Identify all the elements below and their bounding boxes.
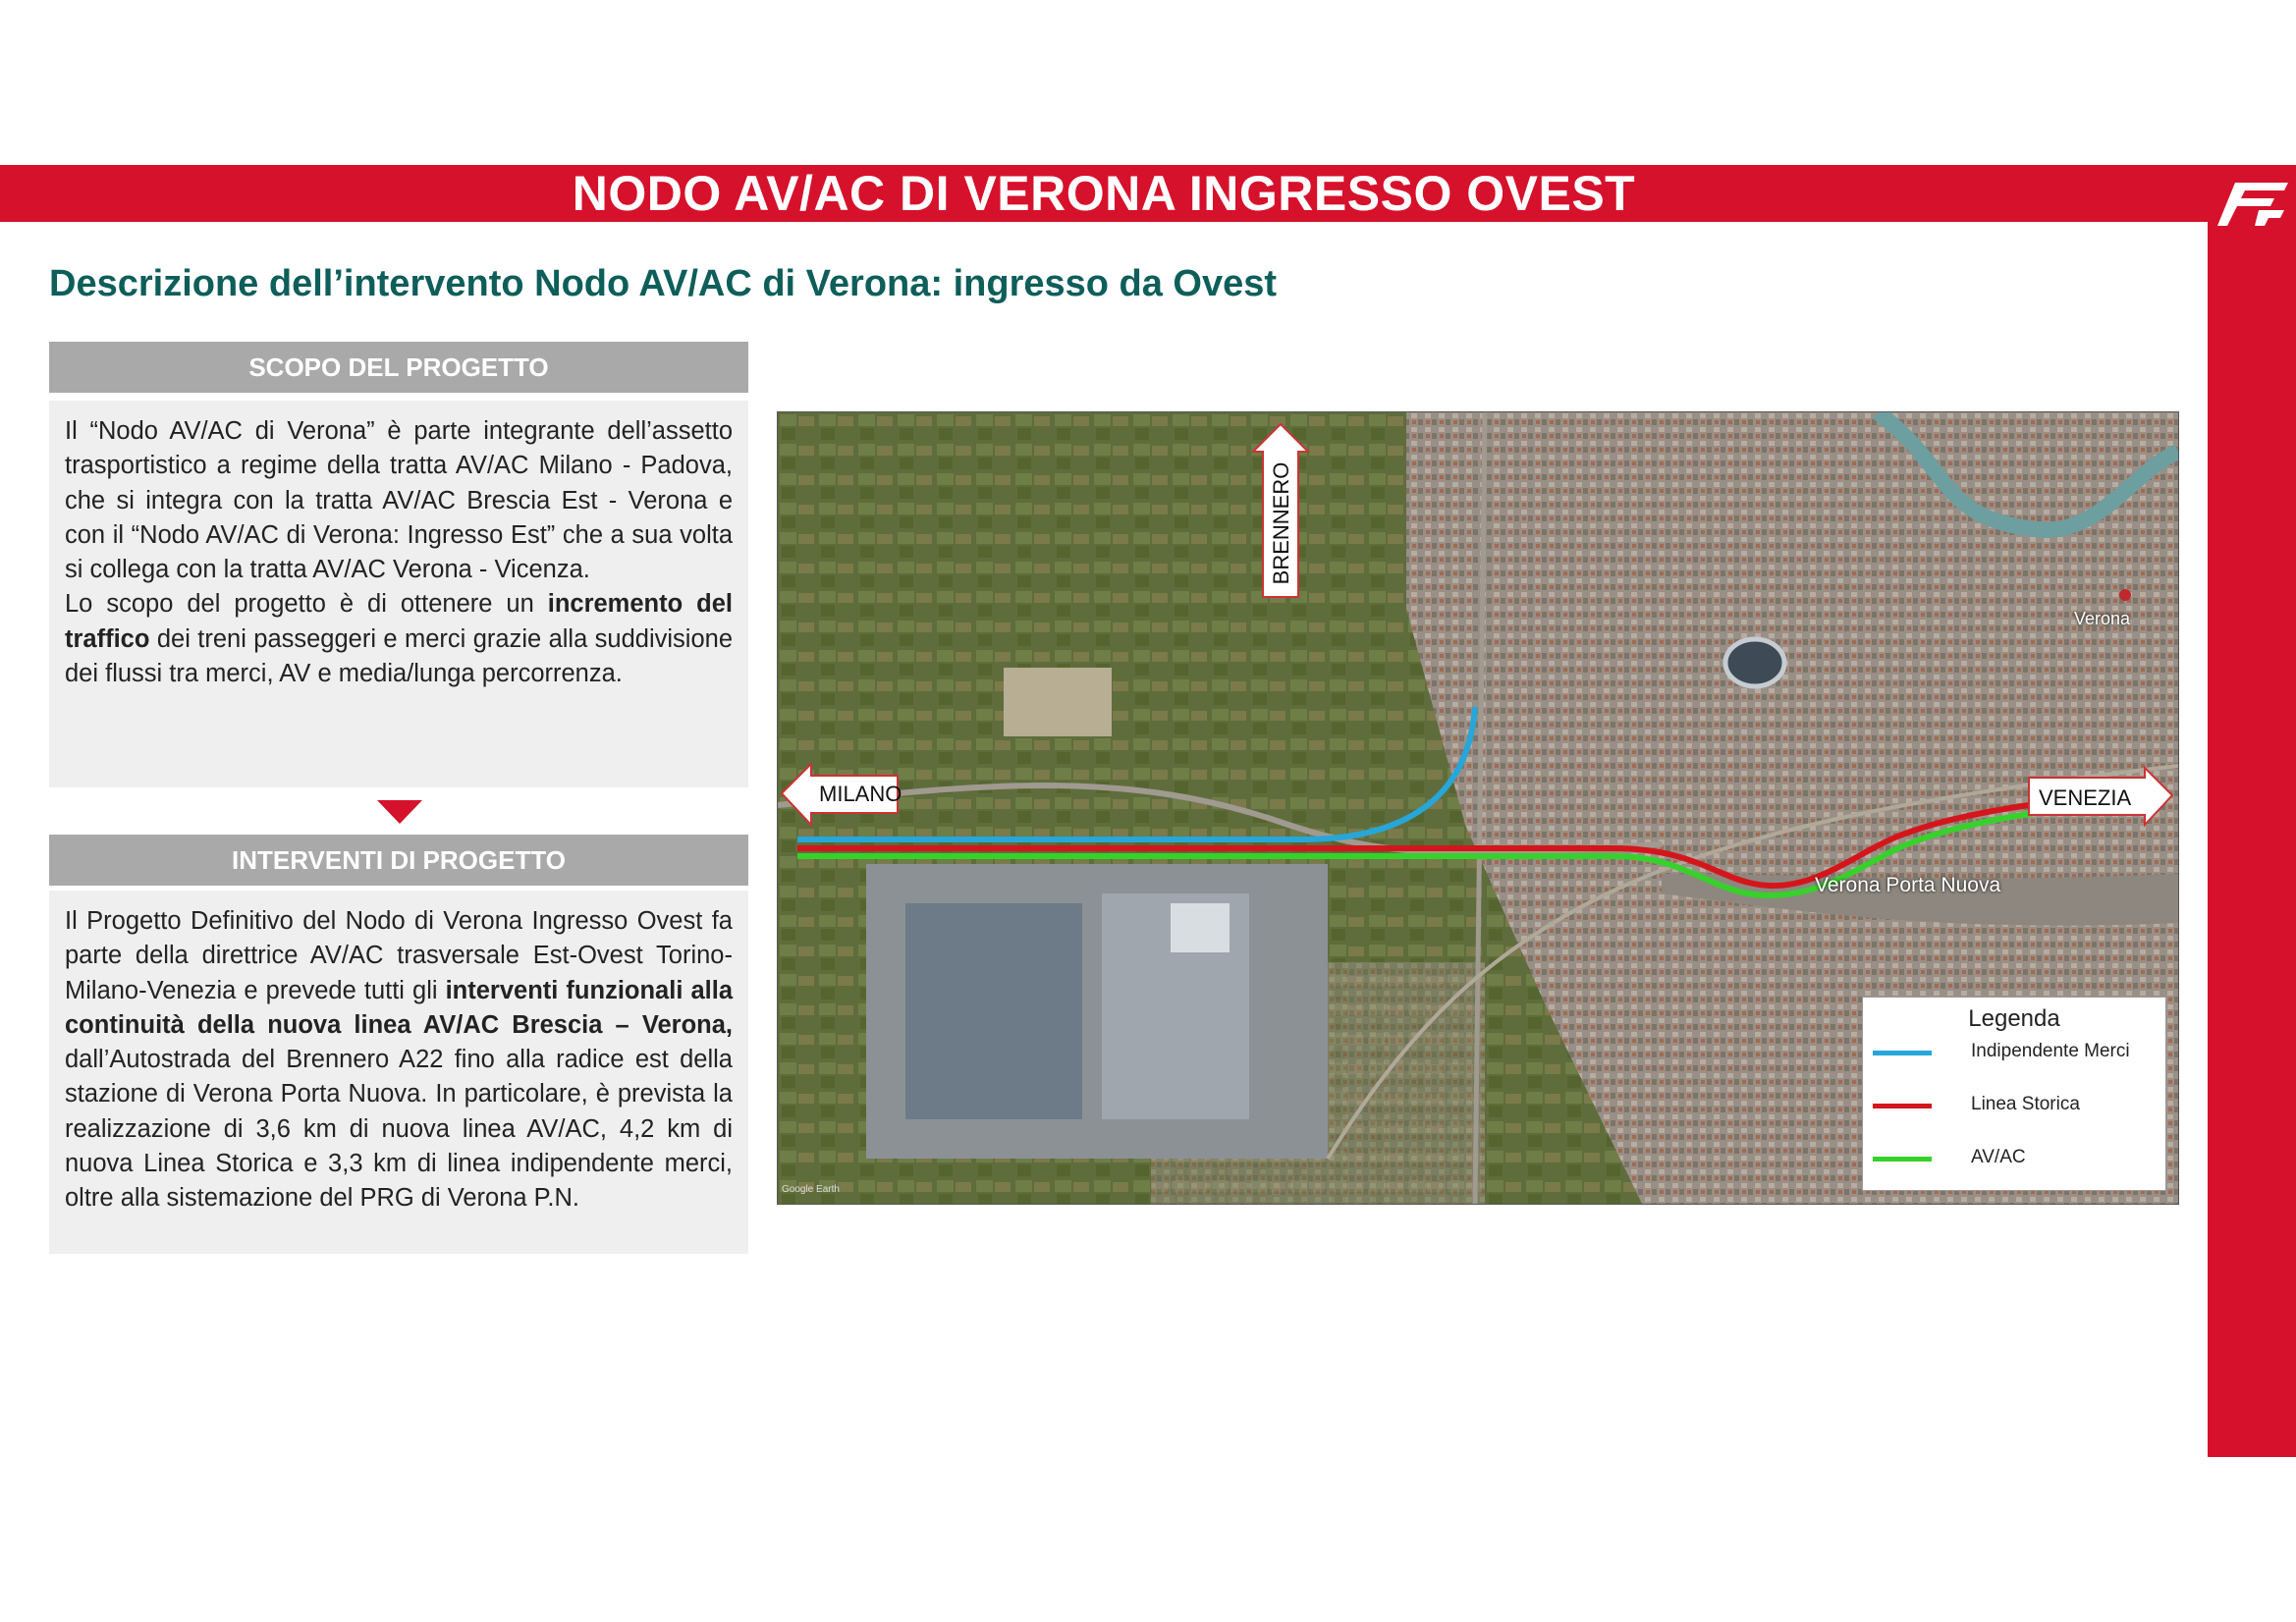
interventions-text-box xyxy=(49,891,748,1254)
down-arrow-icon xyxy=(377,800,422,824)
interventions-text-a: Il Progetto Definitivo del Nodo di Verona Ingresso Ovest fa parte della direttrice AV/AC trasversale Est-Ovest Torino-Milano-Venezia e prevede tutti gli xyxy=(65,907,733,1004)
interventions-heading: INTERVENTI DI PROGETTO xyxy=(49,835,748,886)
legend-line-blue xyxy=(1873,1051,1932,1055)
legend-label: AV/AC xyxy=(1971,1147,2026,1167)
fs-logo-icon xyxy=(2215,177,2294,228)
station-label: Verona Porta Nuova xyxy=(1815,874,2001,896)
scope-text-box xyxy=(49,401,748,787)
brennero-arrow-label: BRENNERO xyxy=(1269,461,1293,585)
map-legend xyxy=(1862,997,2166,1191)
legend-label: Linea Storica xyxy=(1971,1094,2080,1114)
legend-line-red xyxy=(1873,1104,1932,1108)
scope-paragraph-2 xyxy=(65,587,733,691)
scope-paragraph-1: Il “Nodo AV/AC di Verona” è parte integrante dell’assetto trasportistico a regime della tratta AV/AC Milano - Padova, che si integra con la tratta AV/AC Brescia Est - Verona e con il “Nodo AV/AC di Verona: Ingresso Est” che a sua volta si collega con la tratta AV/AC Verona - Vicenza. xyxy=(65,417,733,584)
venezia-arrow-label: VENEZIA xyxy=(2039,785,2132,810)
interventions-text-b: dall’Autostrada del Brennero A22 fino alla radice est della stazione di Verona Porta Nuova. In particolare, è prevista la realizzazione di 3,6 km di nuova linea AV/AC, 4,2 km di nuova Linea Storica e 3,3 km di linea indipendente merci, oltre alla sistemazione del PRG di Verona P.N. xyxy=(65,1046,733,1213)
map-credit: Google Earth xyxy=(782,1184,840,1195)
scope-text-b: dei treni passeggeri e merci grazie alla suddivisione dei flussi tra merci, AV e media/lunga percorrenza. xyxy=(65,624,733,688)
page-title: NODO AV/AC DI VERONA INGRESSO OVEST xyxy=(572,166,1636,221)
legend-item-indipendente-merci xyxy=(1873,1039,2158,1068)
milano-arrow-label: MILANO xyxy=(819,782,902,806)
scope-heading: SCOPO DEL PROGETTO xyxy=(49,342,748,393)
scope-text-bold: incremento del traffico xyxy=(65,590,733,653)
legend-title: Legenda xyxy=(1968,1005,2060,1032)
scope-text-a: Lo scopo del progetto è di ottenere un xyxy=(65,590,548,619)
side-bar xyxy=(2208,165,2296,1457)
city-label: Verona xyxy=(2074,609,2131,628)
legend-label: Indipendente Merci xyxy=(1971,1041,2130,1061)
aerial-map xyxy=(778,412,2178,1204)
legend-line-green xyxy=(1873,1157,1932,1162)
interventions-paragraph xyxy=(65,904,733,1216)
legend-item-linea-storica xyxy=(1873,1092,2158,1121)
interventions-text-bold: interventi funzionali alla continuità della nuova linea AV/AC Brescia – Verona, xyxy=(65,976,733,1039)
legend-item-av-ac xyxy=(1873,1145,2158,1174)
slide-subtitle: Descrizione dell’intervento Nodo AV/AC di Verona: ingresso da Ovest xyxy=(49,263,1278,304)
